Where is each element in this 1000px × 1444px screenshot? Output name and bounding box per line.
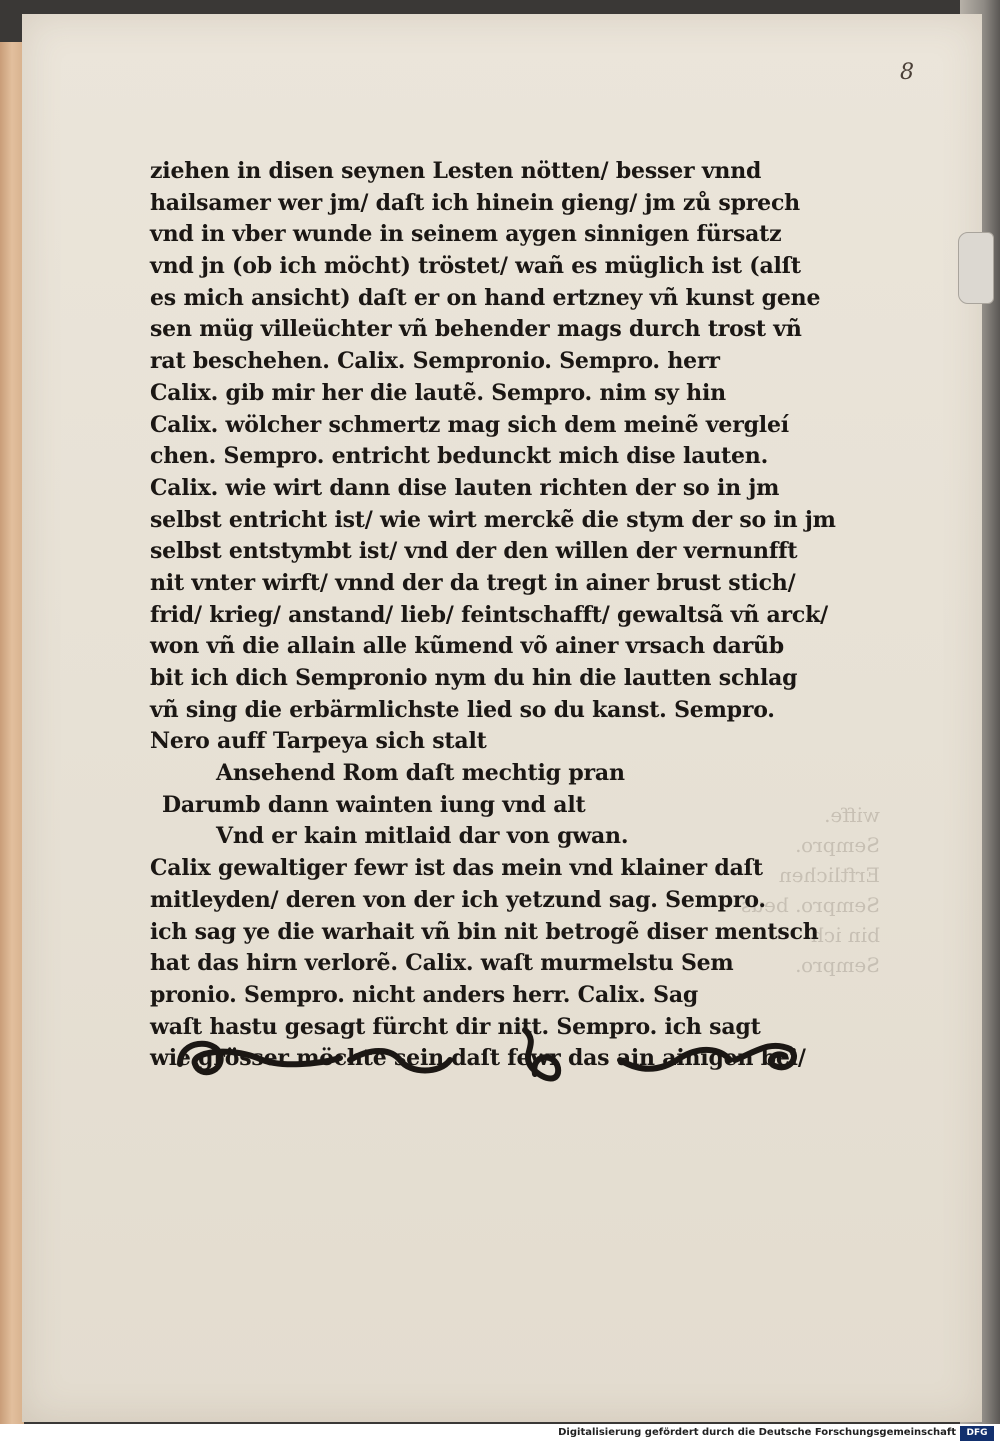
- text-line: Vnd er kain mitlaid dar von gwan.: [216, 823, 629, 850]
- text-line: sen müg villeüchter vñ behender mags durch trost vñ: [150, 316, 802, 343]
- ornament-center-left-icon: [350, 1051, 450, 1071]
- text-line: vnd in vber wunde in seinem aygen sinnigen fürsatz: [150, 221, 782, 248]
- text-line: won vñ die allain alle kũmend võ ainer vrsach darũb: [150, 633, 784, 660]
- text-line: vnd jn (ob ich möcht) tröstet/ wañ es müglich ist (alſt: [150, 253, 801, 280]
- funding-credit: Digitalisierung gefördert durch die Deutsche Forschungsgemeinschaft: [558, 1427, 956, 1438]
- text-line: hat das hirn verlorẽ. Calix. waſt murmelstu Sem: [150, 950, 734, 977]
- text-line: Nero auff Tarpeya sich stalt: [150, 728, 487, 755]
- text-line: waſt hastu gesagt fürcht dir nitt. Sempro. ich sagt: [150, 1013, 761, 1040]
- text-line: Calix gewaltiger fewr ist das mein vnd klainer daſt: [150, 855, 763, 882]
- ornament-right-icon: [735, 1046, 794, 1068]
- footer-bar: [0, 1424, 1000, 1444]
- text-line: nit vnter wirft/ vnnd der da tregt in ainer brust stich/: [150, 569, 796, 596]
- text-line: chen. Sempro. entricht bedunckt mich dise lauten.: [150, 443, 769, 470]
- ornament-flourish: [160, 1024, 810, 1094]
- page-clip-tab: [958, 232, 994, 304]
- text-line: selbst entricht ist/ wie wirt merckẽ die stym der so in jm: [150, 506, 836, 533]
- text-line: Calix. gib mir her die lautẽ. Sempro. nim sy hin: [150, 379, 726, 406]
- text-line: vñ sing die erbärmlichste lied so du kanst. Sempro.: [150, 696, 775, 723]
- ornament-center-right-icon: [620, 1050, 730, 1069]
- ornament-center-icon: [525, 1030, 558, 1079]
- text-block: [150, 156, 870, 1075]
- text-line: selbst entstymbt ist/ vnd der den willen der vernunfft: [150, 538, 798, 565]
- text-line: hailsamer wer jm/ daſt ich hinein gieng/ jm zů sprech: [150, 189, 800, 216]
- text-line: frid/ krieg/ anstand/ lieb/ feintschafft/ gewaltsã vñ arck/: [150, 601, 829, 628]
- text-line: es mich ansicht) daſt er on hand ertzney vñ kunst gene: [150, 284, 821, 311]
- text-line: pronio. Sempro. nicht anders herr. Calix. Sag: [150, 981, 699, 1008]
- text-line: Calix. wölcher schmertz mag sich dem meinẽ vergleí: [150, 411, 789, 438]
- text-line: bit ich dich Sempronio nym du hin die lautten schlag: [150, 665, 798, 691]
- text-line: Darumb dann wainten iung vnd alt: [162, 791, 586, 818]
- text-line: rat beschehen. Calix. Sempronio. Sempro. herr: [150, 348, 720, 375]
- folio-number: 8: [900, 60, 914, 85]
- bleed-through-text: wiffe. Sempro. Erftlichen Sempro. beus bin ich Sempro.: [740, 803, 880, 977]
- text-line: Ansehend Rom daſt mechtig pran: [216, 760, 625, 787]
- text-line: ziehen in disen seynen Lesten nötten/ besser vnnd: [150, 158, 762, 184]
- text-line: wie grösser möchte sein daſt fewr das ain ainigen bei/: [150, 1045, 806, 1072]
- book-spine: [0, 42, 24, 1424]
- text-line: Calix. wie wirt dann dise lauten richten der so in jm: [150, 474, 780, 501]
- text-line: mitleyden/ deren von der ich yetzund sag. Sempro.: [150, 886, 766, 913]
- ornament-left-icon: [180, 1044, 340, 1072]
- text-line: ich sag ye die warhait vñ bin nit betrogẽ diser mentsch: [150, 918, 819, 945]
- dfg-logo: DFG: [960, 1426, 994, 1441]
